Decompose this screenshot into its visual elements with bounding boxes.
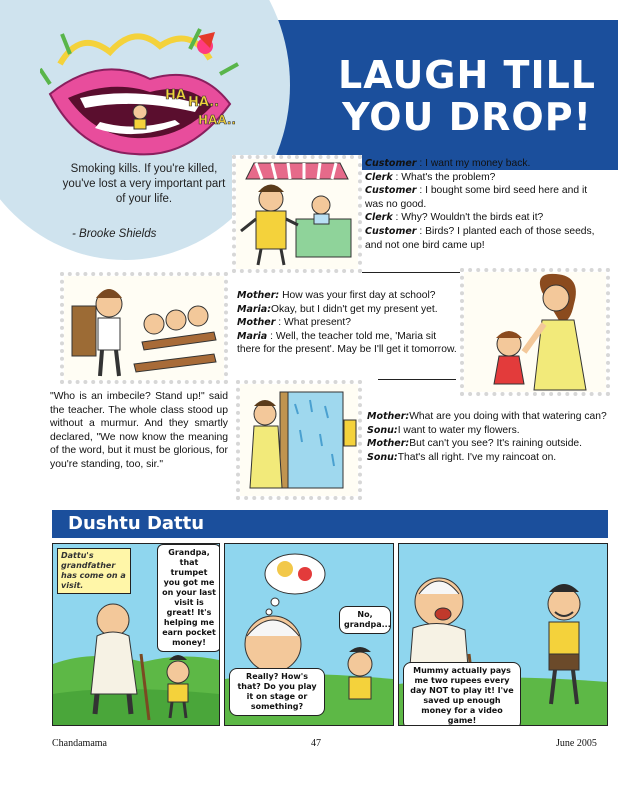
dialogue: I want to water my flowers.: [397, 424, 520, 436]
joke-line: [237, 289, 459, 303]
dialogue: Okay, but I didn't get my present yet.: [271, 303, 438, 315]
comic-panel-2: [224, 543, 394, 726]
speaker: Clerk: [365, 212, 393, 224]
watering-can-illustration: [236, 380, 362, 500]
mother-daughter-illustration: [460, 268, 610, 396]
speaker: Mother: [237, 317, 276, 329]
joke-line: Clerk : Why? Wouldn't the birds eat it?: [365, 212, 544, 224]
quote-author: - Brooke Shields: [72, 228, 157, 240]
speaker: Clerk: [365, 171, 393, 183]
title-line-1: LAUGH TILL: [337, 53, 597, 97]
joke-line: [367, 410, 608, 424]
classroom-illustration: [60, 272, 228, 384]
title-line-2: YOU DROP!: [342, 95, 592, 139]
laughing-mouth-logo: [40, 24, 240, 164]
speaker: Maria: [237, 330, 268, 342]
comic-panel-3: [398, 543, 608, 726]
speaker: Customer: [365, 158, 417, 169]
joke-line: [367, 451, 608, 465]
speaker: Mother:: [367, 411, 410, 422]
joke-line: Mother : What present?: [237, 317, 351, 329]
dialogue: That's all right. I've my raincoat on.: [397, 451, 557, 463]
panel-3-speech-bubble: Mummy actually pays me two rupees every day NOT to play it! I've saved up enough money for a video game!: [403, 662, 521, 726]
footer-publication: Chandamama: [52, 738, 107, 749]
dialogue: Well, the teacher told me, 'Maria sit there for the present'. May be I'll get it tomorrow.: [237, 330, 457, 356]
footer-date: June 2005: [556, 738, 597, 749]
footer-page-number: 47: [311, 738, 321, 749]
joke-line: Customer : I bought some bird seed here and it was no good.: [365, 185, 588, 210]
dialogue: What present?: [284, 317, 351, 329]
dialogue: How was your first day at school?: [282, 290, 436, 301]
school-joke: [237, 289, 459, 357]
dialogue: What are you doing with that watering can?: [409, 411, 607, 422]
joke-line: Customer : Birds? I planted each of those seeds, and not one bird came up!: [365, 225, 595, 251]
joke-line: Clerk : What's the problem?: [365, 171, 496, 183]
raincoat-joke: [367, 410, 608, 464]
teacher-joke: "Who is an imbecile? Stand up!" said the teacher. The whole class stood up without a murmur. And they smartly declared, "We now know the meaning of the word, but it must be glorious, for you're standing, too, sir.": [50, 391, 228, 470]
page-title: [322, 54, 612, 138]
dialogue: But can't you see? It's raining outside.: [409, 438, 583, 450]
comic-title: Dushtu Dattu: [68, 513, 205, 534]
speaker: Customer: [365, 225, 417, 237]
comic-panel-1: [52, 543, 220, 726]
seed-shop-illustration: [232, 155, 362, 273]
divider-line: [362, 272, 470, 273]
seed-joke: [365, 157, 608, 252]
panel-1-caption: Dattu's grandfather has come on a visit.: [57, 548, 131, 594]
joke-line: Maria : Well, the teacher told me, 'Maria sit there for the present'. May be I'll get it tomorrow.: [237, 330, 457, 356]
panel-1-speech-bubble: Grandpa, that trumpet you got me on your last visit is great! It's helping me earn pocket money!: [157, 544, 220, 652]
dialogue: I want my money back.: [425, 158, 531, 169]
panel-2-kid-bubble: No, grandpa...: [339, 606, 391, 634]
dialogue: What's the problem?: [401, 171, 496, 183]
dialogue: Why? Wouldn't the birds eat it?: [401, 212, 544, 224]
divider-line: [378, 379, 456, 380]
speaker: Mother:: [367, 438, 410, 450]
speaker: Sonu:: [367, 451, 398, 463]
speaker: Mother:: [237, 290, 280, 301]
joke-line: [367, 424, 608, 438]
joke-line: [367, 437, 608, 451]
quote-text: Smoking kills. If you're killed, you've lost a very important part of your life.: [62, 163, 226, 205]
logo-text-ha1: HA: [165, 88, 186, 103]
joke-line: Customer : I want my money back.: [365, 158, 531, 169]
speaker: Maria:: [237, 303, 272, 315]
speaker: Customer: [365, 185, 417, 197]
joke-line: [237, 303, 459, 317]
dialogue: I bought some bird seed here and it was no good.: [365, 185, 588, 210]
dialogue: Birds? I planted each of those seeds, and not one bird came up!: [365, 225, 595, 251]
logo-text-ha2: HA..: [188, 95, 220, 110]
logo-text-haa: HAA..: [198, 113, 236, 127]
panel-2-grandpa-bubble: Really? How's that? Do you play it on stage or something?: [229, 668, 325, 716]
speaker: Sonu:: [367, 424, 398, 436]
